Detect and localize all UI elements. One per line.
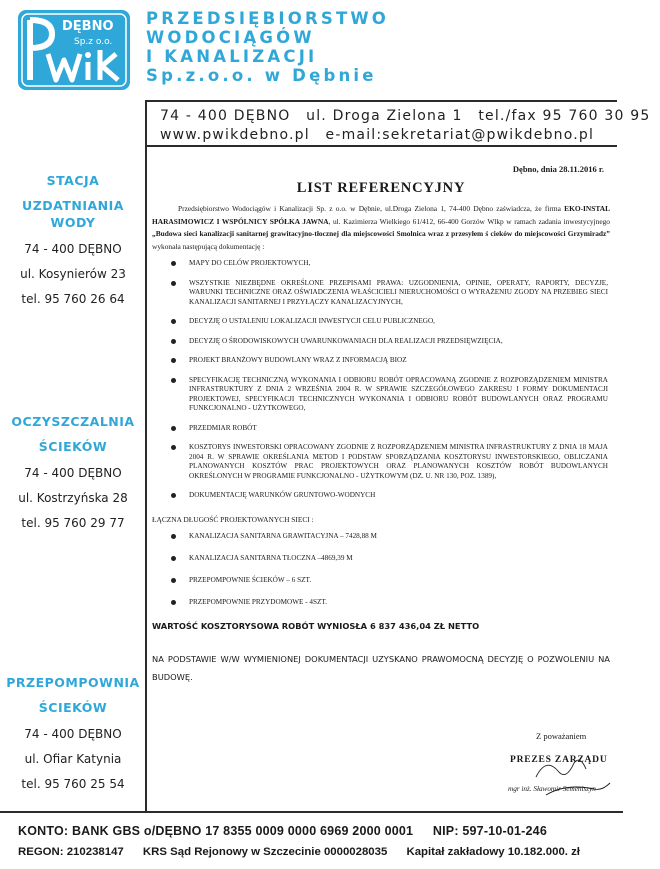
sidebar-title: PRZEPOMPOWNIA (6, 675, 140, 690)
divider (0, 811, 623, 813)
intro-text: wykonała następującą dokumentację : (152, 241, 265, 251)
bullet-icon (171, 426, 176, 431)
bullet-icon (171, 261, 176, 266)
sidebar-title: ŚCIEKÓW (38, 439, 108, 454)
footer-regon: REGON: 210238147 (18, 846, 124, 858)
sidebar-street: ul. Ofiar Katynia (24, 752, 122, 766)
list-item: WSZYSTKIE NIEZBĘDNE OKREŚLONE PRZEPISAMI PRAWA: UZGODNIENIA, OPINIE, OPERATY, RAPORTY, DECYZJE, WARUNKI TECHNICZNE ORAZ OŚWIADCZENIA WŁAŚCICIELI NIERUCHOMOŚCI O WYRAŻENIU ZGODY NA PRZEBIEG SIECI KANALIZACJI SANITARNEJ I PRZYŁĄCZY KANALIZACYJNYCH, (152, 279, 610, 308)
svg-text:Sp.z o.o.: Sp.z o.o. (74, 37, 113, 47)
sidebar-phone: tel. 95 760 25 54 (21, 777, 125, 791)
list-item: SPECYFIKACJĘ TECHNICZNĄ WYKONANIA I ODBIORU ROBÓT OPRACOWANĄ ZGODNIE Z ROZPORZĄDZENIEM MINISTRA INFRASTRUKTURY Z DNIA 2 WRZEŚNIA 2004 R. W SPRAWIE SZCZEGÓŁOWEGO ZAKRESU I FORMY DOKUMENTACJI PROJEKTOWEJ, SPECYFIKACJI TECHNICZNYCH WYKONANIA I ODBIORU ROBÓT BUDOWLANYCH ORAZ PROGRAMU FUNKCJONALNO - UŻYTKOWEGO, (152, 376, 610, 414)
pwik-logo (18, 10, 130, 90)
signature-name: mgr inż. Sławomir Semeniszyn (508, 785, 596, 793)
list-item: PRZEPOMPOWNIE PRZYDOMOWE - 4SZT. (152, 598, 610, 608)
contact-block (160, 107, 660, 145)
list-item: KOSZTORYS INWESTORSKI OPRACOWANY ZGODNIE Z ROZPORZĄDZENIEM MINISTRA INFRASTRUKTURY Z DNIA 18 MAJA 2004 R. W SPRAWIE OKREŚLANIA METOD I PODSTAW SPORZĄDZANIA KOSZTORYSU INWESTORSKIEGO, OBLICZANIA PLANOWANYCH KOSZTÓW PRAC PROJEKTOWYCH ORAZ PLANOWANYCH KOSZTÓW ROBÓT BUDOWLANYCH OKREŚLONYCH W PROGRAMIE FUNKCJONALNO - UŻYTKOWYM (DZ. U. NR 130, POZ. 1389), (152, 443, 610, 481)
sidebar-title: OCZYSZCZALNIA (11, 414, 135, 429)
bullet-icon (171, 600, 176, 605)
contact-phone: tel./fax 95 760 30 95 (478, 108, 651, 124)
sidebar-title: UZDATNIANIA WODY (22, 198, 124, 230)
letter-date: Dębno, dnia 28.11.2016 r. (512, 164, 604, 174)
sidebar-street: ul. Kosynierów 23 (20, 267, 126, 281)
sidebar-phone: tel. 95 760 29 77 (21, 516, 125, 530)
contact-email[interactable]: e-mail:sekretariat@pwikdebno.pl (325, 127, 595, 143)
list-item: PRZEPOMPOWNIE ŚCIEKÓW – 6 SZT. (152, 576, 610, 586)
company-line: I KANALIZACJI (146, 47, 318, 66)
footer-konto: KONTO: BANK GBS o/DĘBNO 17 8355 0009 0000 6969 2000 0001 (18, 824, 414, 838)
sidebar-treatment-plant (0, 405, 146, 536)
sidebar-pumping-station (0, 666, 146, 797)
contact-street: ul. Droga Zielona 1 (306, 108, 463, 124)
footer-bank (18, 824, 547, 838)
footer-krs: KRS Sąd Rejonowy w Szczecinie 0000028035 (142, 846, 388, 858)
company-line: Sp.z.o.o. w Dębnie (146, 66, 377, 85)
divider (145, 100, 617, 102)
bullet-icon (171, 339, 176, 344)
letter-intro (152, 203, 610, 253)
list-item: PROJEKT BRANŻOWY BUDOWLANY WRAZ Z INFORMACJĄ BIOZ (152, 356, 610, 366)
letter-body (152, 164, 610, 686)
company-line: WODOCIĄGÓW (146, 28, 315, 47)
sidebar-city: 74 - 400 DĘBNO (24, 242, 122, 256)
footer-capital: Kapitał zakładowy 10.182.000. zł (406, 846, 580, 858)
bullet-icon (171, 281, 176, 286)
lengths-list (152, 532, 610, 608)
company-name (146, 9, 389, 85)
divider (145, 145, 617, 147)
cost-statement: WARTOŚĆ KOSZTORYSOWA ROBÓT WYNIOSŁA 6 837 436,04 ZŁ NETTO (152, 621, 480, 631)
intro-text: , ul. Kazimierza Wielkiego 61/412, 66-400 Gorzów Wlkp w ramach zadania inwestycyjnego (328, 216, 611, 226)
footer-registry (18, 846, 580, 858)
sidebar-city: 74 - 400 DĘBNO (24, 727, 122, 741)
regards: Z poważaniem (536, 731, 587, 741)
bullet-icon (171, 319, 176, 324)
permit-statement: NA PODSTAWIE W/W WYMIENIONEJ DOKUMENTACJI UZYSKANO PRAWOMOCNĄ DECYZJĘ O POZWOLENIU NA BUDOWĘ. (152, 654, 610, 682)
list-item: DOKUMENTACJĘ WARUNKÓW GRUNTOWO-WODNYCH (152, 491, 610, 501)
bullet-icon (171, 578, 176, 583)
bullet-icon (171, 493, 176, 498)
bullet-icon (171, 378, 176, 383)
sidebar-water-station (0, 164, 146, 312)
bullet-icon (171, 556, 176, 561)
letter-title: LIST REFERENCYJNY (296, 180, 466, 196)
contact-address: 74 - 400 DĘBNO (160, 108, 291, 124)
sidebar-title: ŚCIEKÓW (38, 700, 108, 715)
intro-task: „Budowa sieci kanalizacji sanitarnej grawitacyjno-tłocznej dla miejscowości Smolnica wraz z przesyłem ś cieków do miejscowości Grzymiradz” (152, 229, 610, 238)
intro-firm: EKO-INSTAL HARASIMOWICZ I WSPÓLNICY SPÓŁKA JAWNA (152, 204, 610, 226)
length-header: ŁĄCZNA DŁUGOŚĆ PROJEKTOWANYCH SIECI : (152, 514, 314, 524)
list-item: MAPY DO CELÓW PROJEKTOWYCH, (152, 259, 610, 269)
list-item: PRZEDMIAR ROBÓT (152, 424, 610, 434)
list-item: KANALIZACJA SANITARNA GRAWITACYJNA – 7428,88 M (152, 532, 610, 542)
intro-text: Przedsiębiorstwo Wodociągów i Kanalizacji Sp. z o.o. w Dębnie, ul.Droga Zielona 1, 74-400 Dębno zaświadcza, że firma (178, 204, 565, 213)
sidebar-phone: tel. 95 760 26 64 (21, 292, 125, 306)
signature-title: PREZES ZARZĄDU (510, 755, 608, 765)
list-item: DECYZJĘ O ŚRODOWISKOWYCH UWARUNKOWANIACH DLA REALIZACJI PRZEDSIĘWZIĘCIA, (152, 337, 610, 347)
list-item: DECYZJĘ O USTALENIU LOKALIZACJI INWESTYCJI CELU PUBLICZNEGO, (152, 317, 610, 327)
documents-list (152, 259, 610, 501)
bullet-icon (171, 534, 176, 539)
list-item: KANALIZACJA SANITARNA TŁOCZNA –4869,39 M (152, 554, 610, 564)
footer-nip: NIP: 597-10-01-246 (432, 824, 547, 838)
company-line: PRZEDSIĘBIORSTWO (146, 9, 390, 28)
bullet-icon (171, 445, 176, 450)
sidebar-title: STACJA (46, 173, 100, 188)
sidebar-city: 74 - 400 DĘBNO (24, 466, 122, 480)
svg-text:DĘBNO: DĘBNO (62, 19, 114, 34)
sidebar-street: ul. Kostrzyńska 28 (18, 491, 128, 505)
contact-www[interactable]: www.pwikdebno.pl (160, 127, 310, 143)
bullet-icon (171, 358, 176, 363)
